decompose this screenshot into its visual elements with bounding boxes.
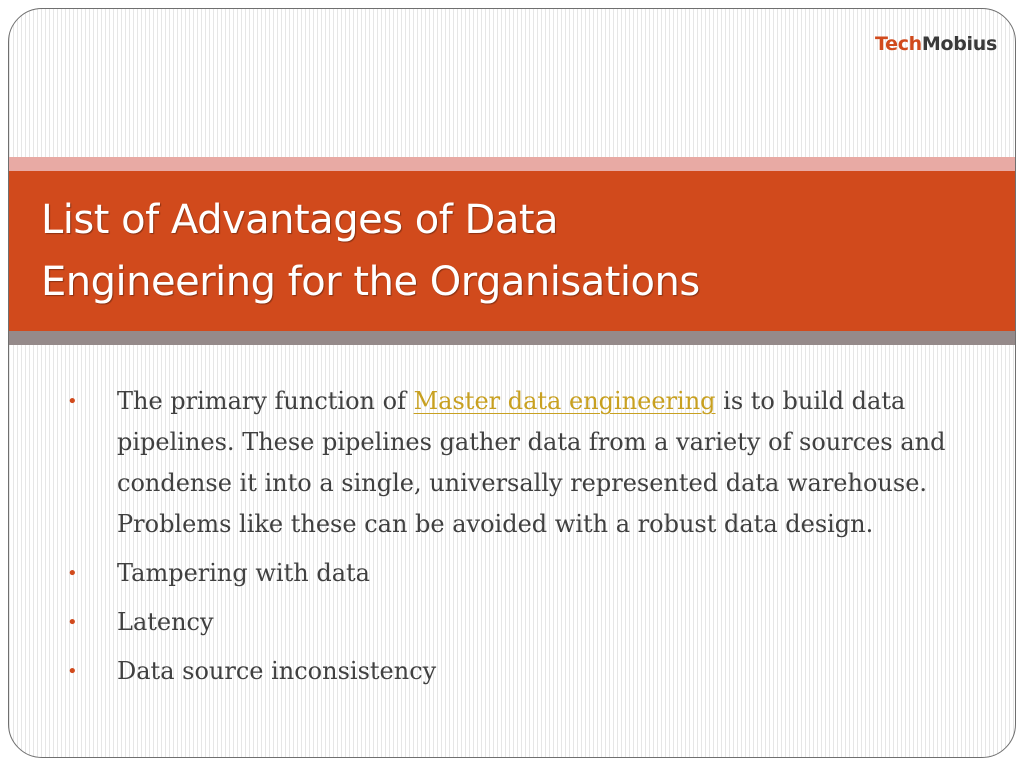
list-item (65, 651, 965, 692)
logo-text-tech: Tech (874, 33, 922, 55)
bullet-text: Tampering with data (117, 559, 370, 587)
list-item (65, 553, 965, 594)
slide (8, 8, 1016, 758)
bullet-list (65, 381, 965, 700)
bullet-line: Problems like these can be avoided with a robust data design. (117, 510, 874, 538)
bullet-line: pipelines. These pipelines gather data from a variety of sources and (117, 428, 946, 456)
bullet-dot: • (67, 661, 78, 682)
list-item (65, 381, 965, 545)
bullet-dot: • (67, 391, 78, 412)
bullet-text: Data source inconsistency (117, 657, 437, 685)
techmobius-logo (875, 33, 997, 55)
bullet-line (117, 381, 965, 422)
title-bottom-accent-band (9, 331, 1015, 345)
slide-title (41, 189, 941, 313)
bullet-dot: • (67, 612, 78, 633)
bullet-text: The primary function of (117, 387, 414, 415)
bullet-text: is to build data (715, 387, 906, 415)
bullet-dot: • (67, 563, 78, 584)
bullet-text: Latency (117, 608, 214, 636)
slide-title-line-2: Engineering for the Organisations (41, 259, 700, 305)
title-top-accent-band (9, 157, 1015, 171)
bullet-line: condense it into a single, universally represented data warehouse. (117, 469, 928, 497)
logo-text-mobius: Mobius (921, 33, 997, 55)
master-data-engineering-link[interactable]: Master data engineering (413, 387, 716, 415)
list-item (65, 602, 965, 643)
slide-title-line-1: List of Advantages of Data (41, 197, 559, 243)
